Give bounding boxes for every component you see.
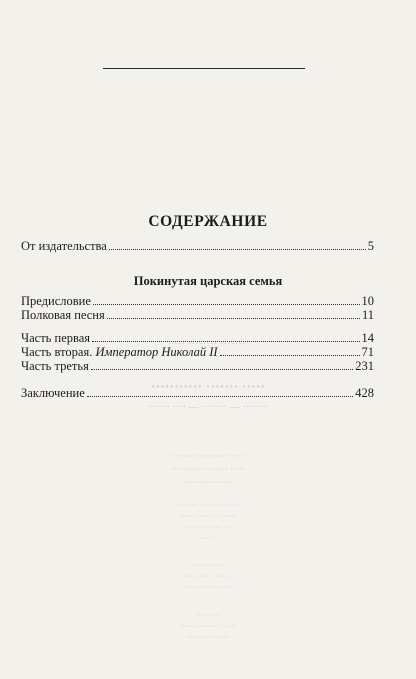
- toc-entry-title: От издательства: [21, 239, 107, 253]
- toc-entry-title: Часть первая: [21, 331, 91, 345]
- toc-entry-conclusion: [21, 385, 374, 401]
- dot-leader: [109, 249, 366, 250]
- dot-leader: [93, 304, 360, 305]
- toc-entry-page: 5: [367, 239, 374, 253]
- top-rule: [103, 68, 305, 69]
- toc-entry: [21, 307, 374, 323]
- dot-leader: [87, 396, 354, 397]
- show-through-text: ········ ·········· ····· ·········· ········ ····· ·········· ·····: [171, 451, 245, 487]
- toc-entry-title: Предисловие: [21, 294, 91, 308]
- toc-entry-title: Часть третья: [21, 359, 89, 373]
- contents-heading: СОДЕРЖАНИЕ: [148, 213, 268, 230]
- toc-entry-page: 11: [361, 308, 374, 322]
- toc-entry-publisher-note: [21, 238, 374, 254]
- toc-entry-page: 71: [361, 345, 374, 359]
- show-through-text: ··········· ······· ·····: [150, 380, 266, 395]
- toc-entry-title: Заключение: [21, 386, 85, 400]
- toc-entry-title: Часть вторая. Император Николай II: [21, 345, 218, 359]
- show-through-text: ······· ···· — ········ — ········: [146, 402, 270, 413]
- show-through-text: ········· ······ ······· ···· ·· ········ ·······: [179, 611, 237, 642]
- toc-entry: [21, 358, 374, 374]
- show-through-text: ···· ········ ·······: [170, 338, 246, 350]
- dot-leader: [91, 369, 353, 370]
- show-through-text: ········ · ····· ··· ···· ······ ···· ··· ······ ········ ····· ··· ···· ···: [176, 501, 240, 543]
- toc-entry-page: 428: [355, 386, 374, 400]
- show-through-text: ···· ·········· ···· ······ ···· ··· ····· ········ ····: [182, 561, 234, 592]
- dot-leader: [220, 355, 360, 356]
- dot-leader: [107, 318, 360, 319]
- section-title: Покинутая царская семья: [133, 274, 283, 288]
- toc-entry-title: Полковая песня: [21, 308, 105, 322]
- dot-leader: [92, 341, 359, 342]
- toc-entry-page: 10: [361, 294, 374, 308]
- toc-entry-page: 14: [361, 331, 374, 345]
- toc-entry-page: 231: [355, 359, 374, 373]
